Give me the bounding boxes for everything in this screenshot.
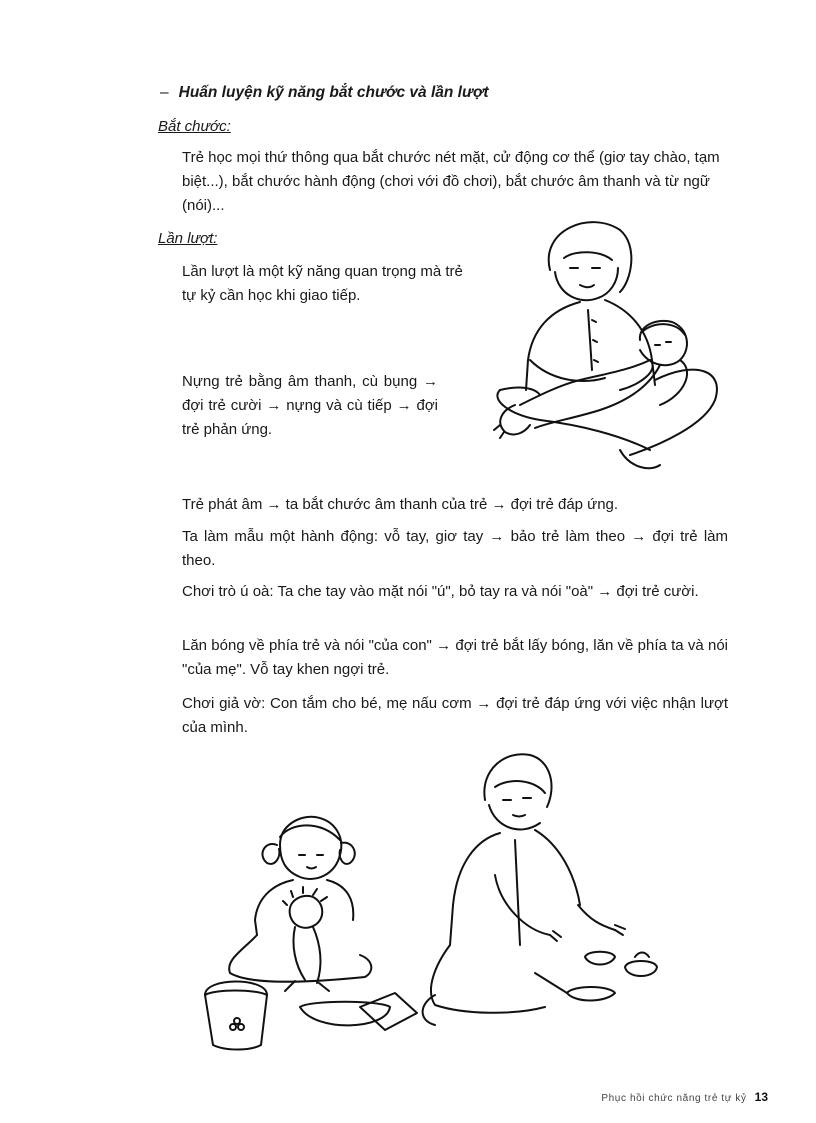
section-heading — [160, 84, 489, 102]
example-item: Trẻ phát âm → ta bắt chước âm thanh của trẻ → đợi trẻ đáp ứng. — [182, 496, 619, 513]
pretend-play-illustration — [195, 745, 675, 1055]
section-title: Huấn luyện kỹ năng bắt chước và lần lượt — [178, 84, 489, 101]
mother-child-lap-illustration — [480, 210, 730, 480]
page-footer — [601, 1090, 768, 1104]
example-item: Lăn bóng về phía trẻ và nói "của con" → đợi trẻ bắt lấy bóng, lăn về phía ta và nói "của mẹ". Vỗ tay khen ngợi trẻ. — [182, 637, 728, 678]
example-item: Chơi giả vờ: Con tắm cho bé, mẹ nấu cơm → đợi trẻ đáp ứng với việc nhận lượt của mình. — [182, 695, 728, 736]
imitation-heading: Bắt chước: — [158, 118, 231, 135]
page-number: 13 — [754, 1090, 768, 1104]
turn-taking-heading: Lần lượt: — [158, 230, 218, 247]
example-item: Chơi trò ú oà: Ta che tay vào mặt nói "ú", bỏ tay ra và nói "oà" → đợi trẻ cười. — [182, 583, 699, 600]
imitation-text: Trẻ học mọi thứ thông qua bắt chước nét mặt, cử động cơ thể (giơ tay chào, tạm biệt...), bắt chước hành động (chơi với đồ chơi), bắt chước âm thanh và từ ngữ (nói)... — [182, 149, 720, 214]
turn-taking-intro: Lần lượt là một kỹ năng quan trọng mà trẻ tự kỷ cần học khi giao tiếp. — [182, 263, 463, 304]
book-title: Phục hồi chức năng trẻ tự kỷ — [601, 1093, 747, 1104]
tickle-text: Nựng trẻ bằng âm thanh, cù bụng → đợi trẻ cười → nựng và cù tiếp → đợi trẻ phản ứng. — [182, 373, 438, 438]
example-item: Ta làm mẫu một hành động: vỗ tay, giơ tay → bảo trẻ làm theo → đợi trẻ làm theo. — [182, 528, 728, 569]
heading-dash: – — [160, 84, 169, 101]
